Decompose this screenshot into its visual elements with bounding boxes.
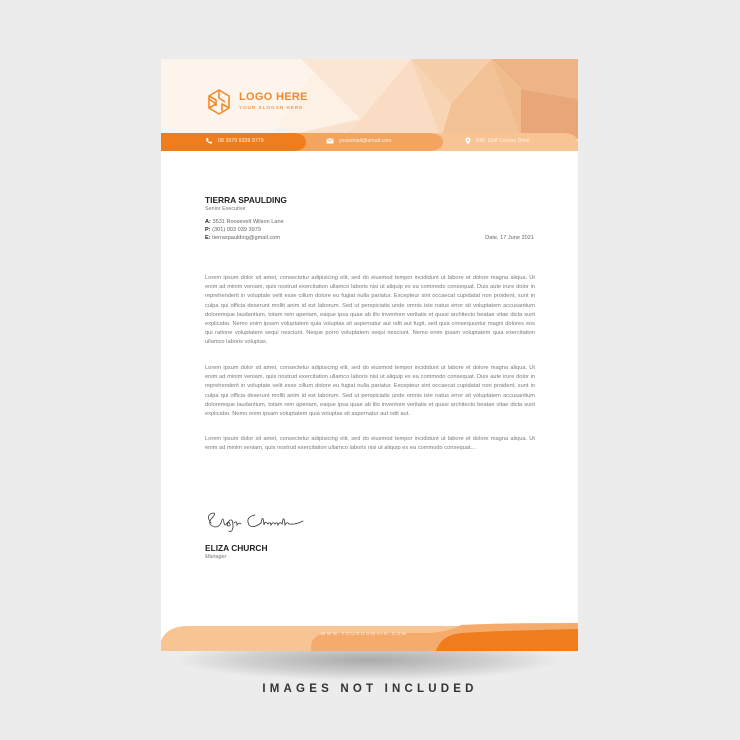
images-caption: IMAGES NOT INCLUDED bbox=[262, 683, 478, 695]
phone-icon bbox=[205, 137, 213, 145]
sender-email bbox=[205, 235, 280, 241]
footer-url: WWW.YOURDOMAIN.COM bbox=[321, 631, 408, 636]
signatory-name: ELIZA CHURCH bbox=[205, 543, 268, 553]
letter-date: Date, 17 June 2021 bbox=[485, 235, 534, 241]
email-label: E: bbox=[205, 235, 211, 241]
signature-image bbox=[203, 505, 313, 535]
location-pin-icon bbox=[464, 137, 472, 145]
header-phone: 08 3979 9339 9779 bbox=[218, 138, 264, 144]
header-address: 546, Golf Course Drive bbox=[476, 138, 530, 144]
header-email: youremail@email.com bbox=[339, 138, 392, 144]
body-paragraph: Lorem ipsum dolor sit amet, consectetur adipisicing elit, sed do eiusmod tempor incididunt ut labore et dolore magna aliqua. Ut enim ad minim veniam, quis nostrud exercitation ullamco laboris nisi ut aliquip ex ea commodo consequat. Duis aute irure dolor in reprehenderit in voluptate velit esse cillum dolore eu fugiat nulla pariatur. Excepteur sint occaecat cupidatat non proident, sunt in culpa qui officia deserunt mollit anim id est laborum. Sed ut perspiciatis unde omnis iste natus error sit voluptatem accusantium doloremque laudantium, totam rem aperiam, eaque ipsa quae ab illo inventore veritatis et quasi architecto beatae vitae dicta sunt explicabo. Nemo enim ipsam voluptatem quia voluptas sit aspernatur aut odit aut fugit, sed quia consequuntur magni dolores eos qui ratione voluptatem sequi nesciunt. Neque porro voluptatem sequi nesciunt. Nemo enim ipsam voluptatem quia exercitation ullamco laboris voluptas. bbox=[205, 275, 535, 346]
body-paragraph: Lorem ipsum dolor sit amet, consectetur adipisicing elit, sed do eiusmod tempor incididunt ut labore et dolore magna aliqua. Ut enim ad minim veniam, quis nostrud exercitation ullamco laboris nisi ut aliquip ex ea commodo consequat. Duis aute irure dolor in reprehenderit in voluptate velit esse cillum dolore eu fugiat nulla pariatur. Excepteur sint occaecat cupidatat non proident, sunt in culpa qui officia deserunt mollit anim id est laborum. Sed ut perspiciatis unde omnis iste natus error sit voluptatem accusantium doloremque laudantium, totam rem aperiam, eaque ipsa quae ab illo inventore veritatis et quasi architecto beatae vitae dicta sunt explicabo. Nemo enim ipsam voluptatem quia voluptas sit aspernatur aut odit aut. bbox=[205, 365, 535, 418]
sender-name: TIERRA SPAULDING bbox=[205, 195, 287, 205]
phone-label: P: bbox=[205, 227, 211, 233]
address-value: 3531 Roosevelt Wilson Lane bbox=[212, 219, 284, 225]
body-paragraph: Lorem ipsum dolor sit amet, consectetur adipisicing elit, sed do eiusmod tempor incididunt ut labore et dolore magna aliqua. Ut enim ad minim veniam, quis nostrud exercitation ullamco laboris nisi ut aliquip ex ea commodo consequat... bbox=[205, 436, 535, 452]
signatory-title: Manager bbox=[205, 554, 227, 560]
sender-title: Senior Executive bbox=[205, 206, 246, 212]
mail-icon bbox=[326, 137, 334, 145]
logo-slogan: YOUR SLOGAN HERE bbox=[239, 105, 304, 110]
logo-hexagon-icon bbox=[205, 88, 233, 116]
address-label: A: bbox=[205, 219, 211, 225]
logo-text: LOGO HERE bbox=[239, 91, 308, 103]
sender-phone bbox=[205, 227, 261, 233]
phone-value: (301) 003 039 3979 bbox=[212, 227, 261, 233]
letterhead-page bbox=[161, 59, 578, 651]
email-value: tierraspaulding@gmail.com bbox=[212, 235, 281, 241]
sender-address bbox=[205, 219, 284, 225]
